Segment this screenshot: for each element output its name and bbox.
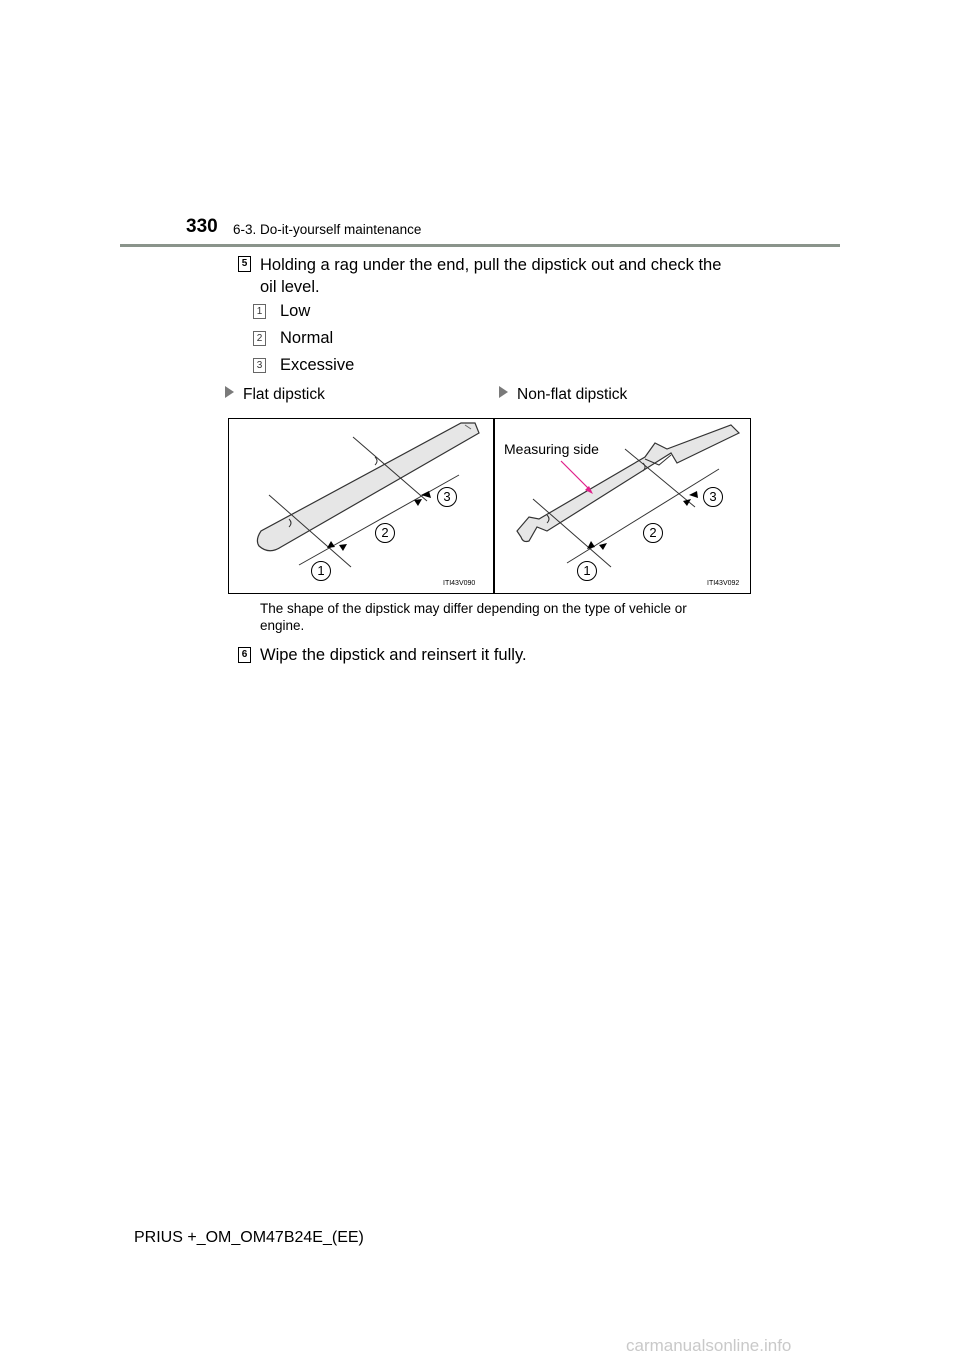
watermark: carmanualsonline.info bbox=[626, 1336, 792, 1355]
flat-dipstick-illustration bbox=[229, 419, 493, 593]
figure-code: ITI43V092 bbox=[707, 580, 740, 587]
measuring-side-label: Measuring side bbox=[504, 441, 599, 457]
nonflat-dipstick-heading: Non-flat dipstick bbox=[499, 386, 627, 404]
nonflat-dipstick-figure bbox=[494, 418, 751, 594]
step-6-text: Wipe the dipstick and reinsert it fully. bbox=[260, 646, 527, 664]
callout-2: 2 bbox=[375, 523, 395, 543]
callout-3: 3 bbox=[437, 487, 457, 507]
callout-1: 1 bbox=[311, 561, 331, 581]
callout-1: 1 bbox=[577, 561, 597, 581]
step-5-text-line1: Holding a rag under the end, pull the dipstick out and check the bbox=[260, 256, 722, 274]
footer-doc-id: PRIUS +_OM_OM47B24E_(EE) bbox=[134, 1229, 364, 1246]
figure-code: ITI43V090 bbox=[443, 580, 476, 587]
figure-caption-line1: The shape of the dipstick may differ depending on the type of vehicle or bbox=[260, 601, 687, 616]
item-2-label: Normal bbox=[280, 329, 334, 347]
triangle-bullet-icon bbox=[499, 386, 508, 398]
page-number: 330 bbox=[186, 216, 218, 237]
step-5-text-line2: oil level. bbox=[260, 278, 320, 296]
flat-dipstick-heading: Flat dipstick bbox=[225, 386, 325, 404]
item-3-label: Excessive bbox=[280, 356, 355, 374]
step-5-badge: 5 bbox=[238, 256, 251, 272]
flat-dipstick-figure bbox=[228, 418, 494, 594]
triangle-bullet-icon bbox=[225, 386, 234, 398]
item-1-badge: 1 bbox=[253, 304, 266, 319]
item-3-badge: 3 bbox=[253, 358, 266, 373]
callout-2: 2 bbox=[643, 523, 663, 543]
figure-caption-line2: engine. bbox=[260, 618, 305, 633]
step-6-badge: 6 bbox=[238, 647, 251, 663]
section-title: 6-3. Do-it-yourself maintenance bbox=[233, 222, 422, 237]
header-rule bbox=[120, 244, 840, 247]
item-2-badge: 2 bbox=[253, 331, 266, 346]
item-1-label: Low bbox=[280, 302, 311, 320]
callout-3: 3 bbox=[703, 487, 723, 507]
